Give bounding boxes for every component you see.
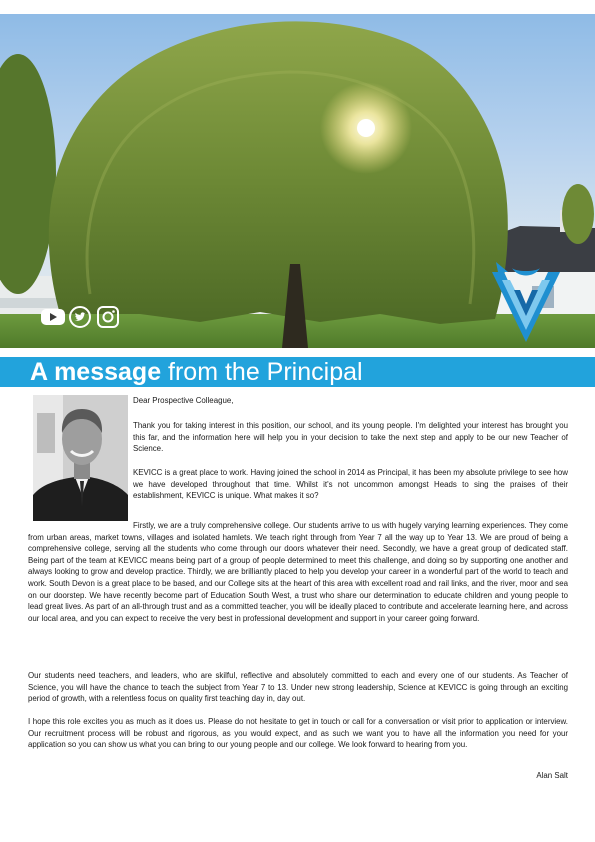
instagram-icon[interactable] bbox=[96, 306, 120, 328]
page-title-bold: A message bbox=[30, 358, 162, 386]
letter-paragraph-4: Our students need teachers, and leaders, who are skilful, reflective and absolutely committed to each and every one of our students. As Teacher of Science, you will have the chance to teach the subject from Year 7 to 13. Under new strong leadership, Science at KEVICC is going through an exciting period of growth, with a relentless focus on quality first teaching day in, day out. bbox=[28, 671, 568, 704]
youtube-icon[interactable] bbox=[40, 306, 64, 328]
social-icons bbox=[40, 306, 120, 328]
page-title-rest: from the Principal bbox=[161, 358, 363, 386]
letter-paragraph-2: KEVICC is a great place to work. Having joined the school in 2014 as Principal, it has been my absolute privilege to see how we have developed throughout that time. Whilst it's not uncommon amongst Heads to sing the praises of their establishment, KEVICC is unique. What makes it so? bbox=[133, 468, 568, 501]
college-logo bbox=[488, 250, 564, 346]
letter-paragraph-1: Thank you for taking interest in this position, our school, and its young people. I'm delighted your interest has brought you this far, and the information here will help you in your decision to take the next step and apply to be our new Teacher of Science. bbox=[133, 421, 568, 454]
twitter-icon[interactable] bbox=[68, 306, 92, 328]
letter-paragraph-3: Firstly, we are a truly comprehensive college. Our students arrive to us with hugely varying learning experiences. They come from urban areas, market towns, villages and isolated hamlets. We teach right through from Year 7 all the way up to Year 13. We are proud of being a comprehensive college, serving all the students who come through our doors whatever their need. Secondly, we have a great group of dedicated staff. Being part of the team at KEVICC means being part of a group of people determined to meet this challenge, and doing so by supporting one another and always looking to grow and develop practice. Thirdly, we are brilliantly placed to help you develop your career in a wonderful part of the world to teach and work. South Devon is a great place to be based, and our College sits at the heart of this area with excellent road and rail links, and the river, moor and sea on our doorstep. We have recently become part of Education South West, a trust who share our determination to educate children and young people to lead great lives. As part of an all-through trust and as a committed teacher, you will be ideally placed to contribute and accelerate learning here, and across our local area, and you can expect to receive the very best in professional development and support in your career going forward. bbox=[28, 521, 568, 623]
principal-photo bbox=[33, 395, 128, 521]
letter-paragraph-5: I hope this role excites you as much as it does us. Please do not hesitate to get in touch or call for a conversation or visit prior to application or interview. Our recruitment process will be robust and rigorous, as you would expect, and as such we want you to have all the information you need for your application so you can show us what you can bring to our young people and our college. We look forward to hearing from you. bbox=[28, 717, 568, 750]
hero-image bbox=[0, 14, 595, 348]
page-title bbox=[30, 358, 363, 386]
letter-salutation: Dear Prospective Colleague, bbox=[133, 396, 234, 405]
letter-signature: Alan Salt bbox=[536, 771, 568, 780]
